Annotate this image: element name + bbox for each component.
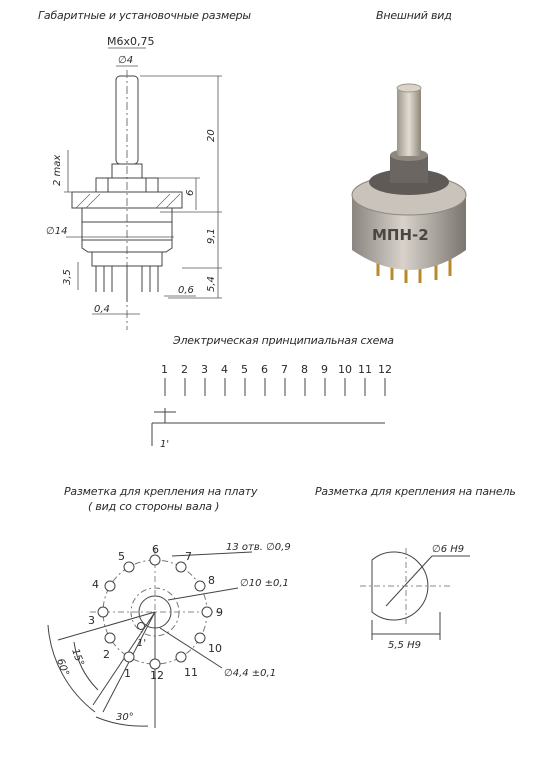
contact-10: 10 xyxy=(338,363,352,376)
hole-12: 12 xyxy=(150,669,164,682)
contact-4: 4 xyxy=(221,363,228,376)
hole-1: 1 xyxy=(124,667,131,680)
hole-8: 8 xyxy=(208,574,215,587)
angle-15: 15° xyxy=(69,647,86,668)
common-contact: 1' xyxy=(160,439,170,450)
hole-2: 2 xyxy=(103,648,110,661)
center-hole-label: ∅4,4 ±0,1 xyxy=(224,668,277,679)
schematic-title: Электрическая принципиальная схема xyxy=(173,334,394,347)
pcd-label: ∅10 ±0,1 xyxy=(240,578,289,589)
body-dia-label: ∅14 xyxy=(46,226,68,237)
panel-marking-title: Разметка для крепления на панель xyxy=(315,485,516,498)
pin-35-label: 3,5 xyxy=(62,269,73,285)
body-h-label: 9,1 xyxy=(206,228,217,244)
contact-8: 8 xyxy=(301,363,308,376)
angle-30: 30° xyxy=(116,712,134,723)
pin-54-label: 5,4 xyxy=(206,276,217,292)
board-marking-title: Разметка для крепления на плату xyxy=(64,485,258,498)
contact-6: 6 xyxy=(261,363,268,376)
hole-10: 10 xyxy=(208,642,222,655)
hole-11: 11 xyxy=(184,666,198,679)
dimensions-title: Габаритные и установочные размеры xyxy=(38,9,251,22)
contact-7: 7 xyxy=(281,363,288,376)
hole-5: 5 xyxy=(118,550,125,563)
hole-3: 3 xyxy=(88,614,95,627)
shaft-dia-label: ∅4 xyxy=(118,55,134,66)
holes-note: 13 отв. ∅0,9 xyxy=(226,542,291,553)
hole-4: 4 xyxy=(92,578,99,591)
shaft-len-label: 20 xyxy=(206,129,217,142)
hole-9: 9 xyxy=(216,606,223,619)
appearance-title: Внешний вид xyxy=(376,9,452,22)
six-label: 6 xyxy=(185,189,196,196)
common-pin: 1' xyxy=(137,638,147,649)
max2-label: 2 max xyxy=(52,154,63,186)
contact-12: 12 xyxy=(378,363,392,376)
board-marking-subtitle: ( вид со стороны вала ) xyxy=(88,500,220,513)
pin-04-label: 0,4 xyxy=(94,304,110,315)
thread-label: М6х0,75 xyxy=(107,35,155,48)
contact-3: 3 xyxy=(201,363,208,376)
contact-2: 2 xyxy=(181,363,188,376)
hole-6: 6 xyxy=(152,543,159,556)
panel-flat: 5,5 H9 xyxy=(388,640,421,651)
contact-9: 9 xyxy=(321,363,328,376)
angle-60: 60° xyxy=(54,657,71,678)
pin-06-label: 0,6 xyxy=(178,285,194,296)
panel-hole-dia: ∅6 H9 xyxy=(432,544,465,555)
hole-7: 7 xyxy=(185,550,192,563)
contact-11: 11 xyxy=(358,363,372,376)
product-marking: МПН-2 xyxy=(372,226,429,244)
contact-5: 5 xyxy=(241,363,248,376)
contact-1: 1 xyxy=(161,363,168,376)
